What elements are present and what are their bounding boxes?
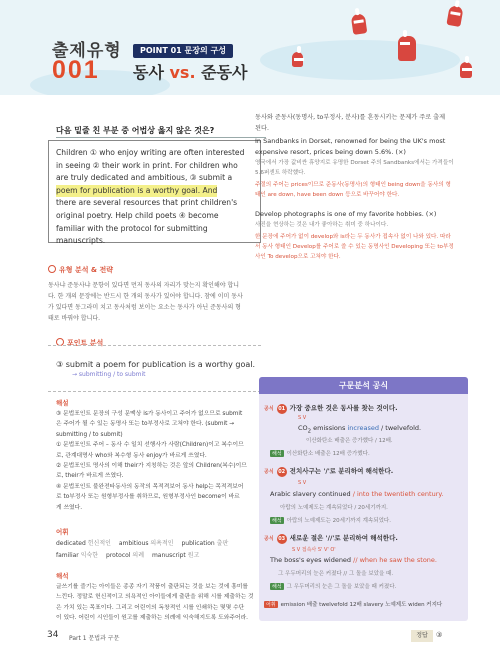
- passage-line: original poetry. Help child poets ④ become: [56, 210, 219, 220]
- formula-2-sentence: [270, 490, 443, 498]
- part-label: Part 1 문법과 구문: [69, 635, 120, 642]
- wave-decoration: [260, 40, 460, 80]
- buoy-icon: [398, 36, 416, 61]
- explanation-line: submitting / to submit): [56, 431, 123, 438]
- grammar-panel-title: 구문분석 공식: [259, 377, 468, 394]
- formula-1-translation: [270, 449, 370, 457]
- formula-title: 전치사구는 '/'로 분리하여 해석한다.: [289, 467, 394, 475]
- explanation-line: 로, their가 바르게 쓰였다.: [56, 473, 124, 480]
- example-2-english: Develop photographs is one of my favorite hobbies. (×): [255, 210, 437, 218]
- formula-number: 01: [278, 406, 286, 412]
- vocab-meaning: 의욕적인: [150, 540, 174, 547]
- analysis-text: [48, 280, 263, 324]
- vocab-meaning: 익숙한: [80, 552, 99, 559]
- translation-tag: 해석: [272, 584, 282, 590]
- analysis-line: 동사냐 준동사냐 문항이 있다면 먼저 동사의 자리가 맞는지 확인해야 합니: [48, 282, 240, 289]
- answer-label: 정답: [411, 630, 433, 642]
- sentence-part: Arabic slavery continued: [270, 490, 353, 498]
- divider: [56, 137, 266, 138]
- vocab-text: emission 배출 twelvefold 12배 slavery 노예제도 widen 커지다: [280, 602, 443, 608]
- passage-box: [48, 140, 261, 246]
- example-line: 주절의 주어는 prices이므로 준동사(동명사)의 형태인 being down을 동사의 형: [255, 182, 451, 188]
- example-line: 영국에서 가장 값비싼 휴양지로 유명한 Dorset 주의 Sandbanks에서는 가격들이: [255, 160, 454, 166]
- vocab-word: familiar: [56, 552, 79, 559]
- example-1-correction: [255, 180, 470, 200]
- translation-line: 은 가치 있는 목표이다. 그리고 어린이의 독창적인 시를 인쇄하는 몇몇 수단: [56, 604, 245, 611]
- translation-tag: 해석: [272, 451, 282, 457]
- sentence-part: CO: [298, 424, 308, 432]
- point-title-vs: vs.: [169, 63, 196, 82]
- passage-line-highlight: poem for publication is a worthy goal. And: [56, 185, 217, 198]
- point-title-b: 준동사: [201, 63, 248, 82]
- explanation-line: 게 쓰였다.: [56, 504, 83, 511]
- translation-text: 아랍의 노예제도는 20세기까지 계속되었다.: [286, 518, 391, 524]
- example-2-korean: 사진을 현상하는 것은 내가 좋아하는 취미 중 하나이다.: [255, 222, 389, 228]
- translation-tag: 해석: [272, 518, 282, 524]
- formula-number: 02: [278, 469, 286, 475]
- formula-3-heading: [264, 533, 398, 544]
- formula-2-sv: S V: [298, 480, 307, 486]
- vocab-meaning: 출판: [216, 540, 229, 547]
- vocab-meaning: 헌신적인: [87, 540, 111, 547]
- translation-line: 느낀다. 정말로 헌신적이고 의욕적인 아이들에게 출판을 위해 시를 제출하는 것: [56, 594, 254, 601]
- formula-2-translation: [270, 516, 391, 524]
- example-1-korean: [255, 158, 470, 178]
- example-line: 서 동사 형태인 Develop를 주어로 쓸 수 있는 동명사인 Developing 또는 to부정: [255, 244, 454, 250]
- passage-line: Children ① who enjoy writing are often interested: [56, 148, 245, 157]
- translation-heading: 해석: [56, 572, 69, 580]
- vocab-meaning: 의례: [132, 552, 145, 559]
- analysis-line: 다. 한 개의 문장에는 반드시 한 개의 동사가 있어야 합니다. 참에 이미 동사: [48, 293, 243, 300]
- formula-tag: 공식: [264, 406, 274, 412]
- sentence-part: // when he saw the stone.: [353, 556, 437, 564]
- explanation-line: ③ 문법포인트 문장의 구성 문맥상 is가 동사이고 주어가 없으므로 submit: [56, 411, 243, 417]
- buoy-icon: [292, 52, 303, 67]
- formula-3-sentence: [270, 556, 437, 564]
- sentence-part: emissions: [311, 424, 348, 432]
- right-intro: [255, 112, 470, 134]
- formula-tag: 공식: [264, 536, 274, 542]
- formula-title: 가장 중요한 것은 동사를 찾는 것이다.: [289, 404, 398, 412]
- explanation-line: ② 문법포인트 명사의 이해 their가 지칭하는 것은 앞의 Children(복수)이므: [56, 463, 247, 470]
- explanation-heading: 해설: [56, 399, 69, 407]
- formula-tag: 공식: [264, 469, 274, 475]
- point-title-a: 동사: [133, 63, 164, 82]
- point-sentence: ③ submit a poem for publication is a worthy goal.: [56, 360, 256, 369]
- formula-1-gloss: 이산화탄소 배출은 증가했다 / 12배.: [306, 438, 393, 444]
- vocab-meaning: 원고: [187, 552, 200, 559]
- example-2-correction: [255, 232, 470, 262]
- panel-vocab: [264, 600, 442, 608]
- explanation-line: 로, 관계대명사 who와 복수형 동사 enjoy가 바르게 쓰였다.: [56, 452, 207, 459]
- type-number: 001: [52, 56, 100, 84]
- sentence-part: / into the twentieth century.: [352, 490, 444, 498]
- translation-text: [56, 582, 266, 624]
- passage-line: are truly dedicated and ambitious, ③ submit a: [56, 173, 233, 183]
- analysis-line: 태로 바꿔야 합니다.: [48, 315, 101, 322]
- formula-title: 새로운 절은 '//'로 분리하여 해석한다.: [289, 534, 398, 542]
- translation-text: 이산화탄소 배출은 12배 증가했다.: [286, 451, 370, 457]
- explanation-line: ④ 문법포인트 불완전타동사의 동작의 목적격보어 동사 help는 목적격보어: [56, 483, 244, 490]
- example-line: 태인 are down, have been down 등으로 바꾸어야 한다.: [255, 192, 400, 198]
- example-line: 사인 To develop으로 고쳐야 한다.: [255, 254, 341, 260]
- example-1-english: [255, 136, 470, 157]
- point-correction-note: → submitting / to submit: [72, 371, 146, 378]
- vocab-list: [56, 538, 266, 562]
- formula-1-sv: S V: [298, 415, 307, 421]
- translation-line: 이 있다. 어린이 시인들이 원고를 제출하는 의례에 익숙해지도록 도와주어라.: [56, 615, 249, 622]
- buoy-icon: [446, 5, 463, 27]
- formula-3-sv: S V 접속사 S' V' O': [292, 547, 336, 553]
- vocab-tag: 어휘: [266, 602, 276, 608]
- sentence-part: / twelvefold.: [378, 424, 422, 432]
- question-title: 다음 밑줄 친 부분 중 어법상 옳지 않은 것은?: [56, 126, 215, 135]
- formula-3-gloss: 그 우두머리의 눈은 커졌다 // 그 돌을 보았을 때.: [278, 571, 394, 577]
- formula-3-translation: [270, 582, 396, 590]
- vocab-word: manuscript: [151, 552, 186, 559]
- passage-line: in seeing ② their work in print. For children who: [56, 160, 238, 170]
- buoy-icon: [460, 62, 472, 78]
- point-pill: POINT 01 문장의 구성: [133, 44, 233, 58]
- explanation-text: [56, 409, 266, 513]
- sentence-verb: increased: [347, 424, 379, 432]
- right-intro-line: 동사와 준동사(동명사, to부정사, 분사)를 혼동시키는 문제가 주로 출제: [255, 114, 446, 121]
- explanation-line: 로 to부정사 또는 원형부정사를 취하므로, 원형부정사인 become이 바르: [56, 494, 240, 501]
- translation-line: 글쓰기를 즐기는 아이들은 종종 자기 작품이 출판되는 것을 보는 것에 흥미를: [56, 584, 249, 590]
- example-line: 5.6퍼센트 하락했다.: [255, 170, 306, 176]
- page-number: 34: [47, 630, 59, 640]
- sentence-part: 2: [307, 428, 312, 435]
- translation-text: 그 우두머리의 눈은 그 돌을 보았을 때 커졌다.: [286, 584, 397, 590]
- vocab-word: dedicated: [56, 540, 86, 547]
- right-intro-line: 된다.: [255, 125, 269, 132]
- vocab-word: protocol: [106, 552, 131, 559]
- sentence-part: The boss's eyes widened: [270, 556, 354, 564]
- formula-1-sentence: [298, 424, 421, 434]
- vocab-heading: 어휘: [56, 528, 69, 536]
- analysis-line: 가 있다면 동그라미 치고 동사처럼 보이는 요소는 동사가 아닌 준동사의 형: [48, 304, 241, 311]
- example-line: expensive resort, prices being down 5.6%. (×): [255, 147, 406, 156]
- answer-value: ③: [436, 631, 443, 639]
- passage-line: familiar with the protocol for submitting: [56, 223, 208, 233]
- passage-line: manuscripts.: [56, 236, 106, 246]
- formula-2-heading: [264, 466, 393, 477]
- formula-number: 03: [278, 536, 286, 542]
- vocab-word: publication: [181, 540, 215, 547]
- vocab-row: [56, 550, 266, 562]
- example-line: In Sandbanks in Dorset, renowned for being the UK's most: [255, 137, 446, 145]
- analysis-heading: 유형 분석 & 전략: [48, 265, 113, 275]
- point-title: [133, 60, 247, 83]
- explanation-line: ① 문법포인트 주어 – 동사 수 일치 선행사가 사람(Children)이고 복수이므: [56, 442, 244, 449]
- example-line: 한 문장에 주어가 없이 develop와 is라는 두 동사가 접속사 없이 나와 있다. 따라: [255, 234, 451, 240]
- type-label: 출제유형: [52, 41, 122, 60]
- vocab-row: [56, 538, 266, 550]
- formula-1-heading: [264, 403, 398, 414]
- vocab-word: ambitious: [118, 540, 149, 547]
- point-analysis-heading: 포인트 분석: [56, 338, 103, 348]
- buoy-icon: [351, 13, 368, 35]
- formula-2-gloss: 아랍의 노예제도는 계속되었다 / 20세기까지.: [280, 505, 388, 511]
- passage-line: there are several resources that print children's: [56, 198, 238, 208]
- explanation-line: 은 주어가 될 수 있는 동명사 또는 to부정사로 고쳐야 한다. (submit →: [56, 421, 235, 428]
